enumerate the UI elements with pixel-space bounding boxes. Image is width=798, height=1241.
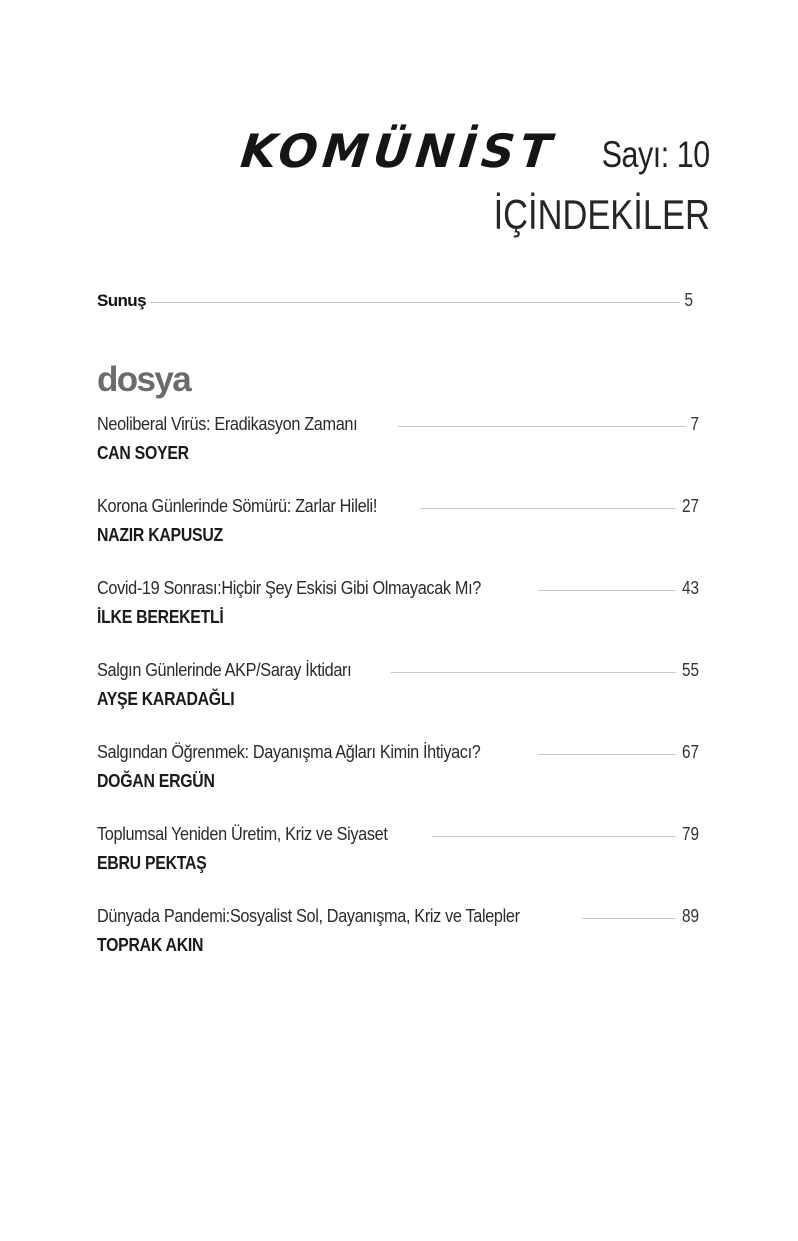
author-name: DOĞAN ERGÜN [97,771,215,791]
toc-entry-intro[interactable] [97,290,693,311]
magazine-brand: KOMÜNİST [238,124,560,178]
toc-entry-title: Neoliberal Virüs: Eradikasyon Zamanı [97,413,358,434]
leader-line [420,508,676,509]
page-number: 5 [684,290,693,310]
toc-entry-title: Toplumsal Yeniden Üretim, Kriz ve Siyaset [97,823,388,844]
toc-entry[interactable] [97,823,699,874]
toc-entry-title: Salgından Öğrenmek: Dayanışma Ağları Kimin İhtiyacı? [97,741,481,762]
page-number: 89 [681,906,699,926]
toc-entry-title: Korona Günlerinde Sömürü: Zarlar Hileli! [97,495,378,516]
issue-number: Sayı: 10 [601,134,710,175]
toc-entry[interactable] [97,659,699,710]
leader-line [151,302,680,303]
author-name: CAN SOYER [97,443,189,463]
toc-entry-title: Covid-19 Sonrası:Hiçbir Şey Eskisi Gibi Olmayacak Mı? [97,577,481,598]
page-number: 7 [690,414,699,434]
section-title: dosya [97,360,191,399]
contents-title: İÇİNDEKİLER [493,191,710,238]
toc-entry[interactable] [97,577,699,628]
author-name: AYŞE KARADAĞLI [97,689,235,709]
page-number: 55 [681,660,699,680]
toc-entry-title: Dünyada Pandemi:Sosyalist Sol, Dayanışma, Kriz ve Talepler [97,905,520,926]
toc-entry[interactable] [97,495,699,546]
toc-entry[interactable] [97,741,699,792]
leader-line [432,836,676,837]
author-name: TOPRAK AKIN [97,935,204,955]
leader-line [538,590,676,591]
author-name: EBRU PEKTAŞ [97,853,207,873]
page-number: 67 [681,742,699,762]
leader-line [538,754,676,755]
page-number: 27 [681,496,699,516]
toc-entry-title: Sunuş [97,291,146,310]
leader-line [582,918,676,919]
author-name: İLKE BEREKETLİ [97,607,224,627]
page-number: 43 [681,578,699,598]
toc-entry-title: Salgın Günlerinde AKP/Saray İktidarı [97,659,352,680]
title-row [238,124,710,190]
author-name: NAZIR KAPUSUZ [97,525,223,545]
toc-entry[interactable] [97,413,699,464]
page-header [238,124,710,238]
leader-line [391,672,676,673]
page-number: 79 [681,824,699,844]
toc-entry[interactable] [97,905,699,956]
leader-line [398,426,686,427]
